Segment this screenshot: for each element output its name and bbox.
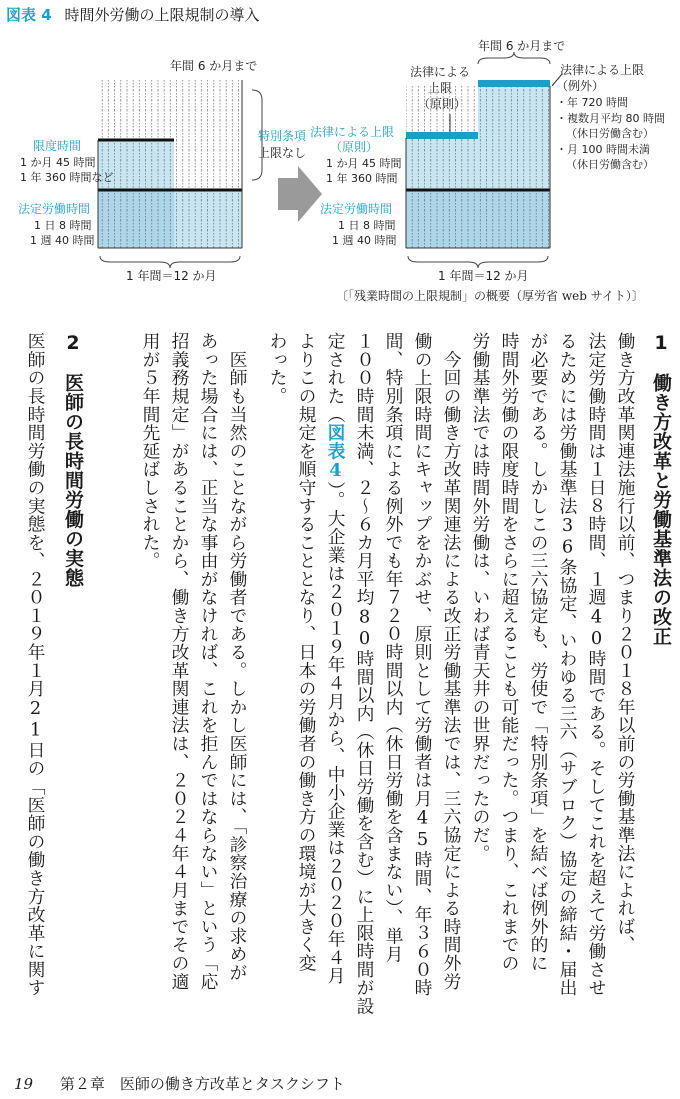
right-exception-cap — [478, 80, 550, 87]
section2-number: 2 — [62, 332, 84, 355]
right-diagram — [310, 38, 665, 283]
text-column: 用が５年間先延ばしされた。 — [140, 332, 161, 570]
page-number: 19 — [14, 1075, 34, 1093]
left-limit-time-label: 限度時間 — [33, 139, 82, 153]
section2-heading: 医師の長時間労働の実態 — [62, 372, 84, 588]
page-footer — [14, 1073, 345, 1094]
text-column: あった場合には、正当な事由がなければ、これを拒んではならない」という「応 — [198, 332, 219, 991]
text-column: 労働基準法では時間外労働は、いわば青天井の世界だったのだ。 — [470, 332, 491, 863]
right-law-upper-l1: 法律による — [410, 65, 471, 79]
section1-heading-col — [648, 332, 674, 1032]
right-law-upper-l2: 上限 — [428, 81, 453, 95]
right-exception-item: ・年 720 時間 — [556, 96, 628, 109]
right-law-upper-l3: （原則） — [418, 97, 467, 111]
text-column: 医師も当然のことながら労働者である。しかし医師には、「診察治療の求めが — [227, 332, 248, 982]
left-legal-l2: 1 週 40 時間 — [30, 234, 95, 247]
right-law-limit-label: 法律による上限 — [310, 125, 395, 139]
left-top-label: 年間 6 か月まで — [170, 59, 258, 73]
left-special-label: 特別条項 — [258, 129, 307, 143]
right-law-limit-sub: （原則） — [330, 140, 379, 154]
transition-arrow-icon — [278, 166, 322, 222]
left-limit-time-l1: 1 か月 45 時間 — [20, 156, 96, 169]
text-column: 働の上限時間にキャップをかぶせ、原則として労働者は月45時間、年３６０時 — [412, 332, 433, 997]
right-exception-title: 法律による上限 — [560, 63, 645, 77]
figure-title-text: 時間外労働の上限規制の導入 — [64, 6, 260, 24]
right-legal-label: 法定労働時間 — [320, 202, 393, 216]
right-law-limit-l2: 1 年 360 時間 — [326, 172, 398, 185]
right-principle-cap — [406, 132, 478, 139]
text-column: 医師の長時間労働の実態を、２０１９年１月21日の「医師の働き方改革に関す — [25, 332, 46, 997]
right-top-label: 年間 6 か月まで — [478, 39, 566, 53]
overtime-diagram — [0, 0, 680, 300]
right-legal-l1: 1 日 8 時間 — [338, 219, 396, 232]
text-column: 今回の働き方改革関連法による改正労働基準法では、三六協定による時間外労 — [441, 332, 462, 991]
text-column: 間、特別条項による例外でも年７２０時間以内（休日労働を含まない）、単月 — [383, 332, 404, 964]
figure-reference-link[interactable]: 図表4 — [325, 423, 346, 482]
section1-heading: 働き方改革と労働基準法の改正 — [650, 372, 672, 646]
left-diagram — [18, 58, 306, 283]
right-legal-l2: 1 週 40 時間 — [332, 234, 397, 247]
section1-number: 1 — [650, 332, 672, 355]
right-axis-label: 1 年間＝12 か月 — [438, 269, 529, 283]
text-column: 働き方改革関連法施行以前、つまり２０１８年以前の労働基準法によれば、 — [615, 332, 636, 954]
right-exception-item: （休日労働含む） — [566, 127, 654, 140]
text-column: るためには労働基準法36条協定、いわゆる三六（サブロク）協定の締結・届出 — [557, 332, 578, 997]
text-column: 時間外労働の限度時間をさらに超えることも可能だった。つまり、これまでの — [499, 332, 520, 973]
text-column: わった。 — [267, 332, 288, 406]
right-law-limit-l1: 1 か月 45 時間 — [326, 157, 402, 170]
left-legal-label: 法定労働時間 — [18, 202, 91, 216]
left-special-value: 上限なし — [258, 146, 307, 160]
text-column: よりこの規定を順守することとなり、日本の労働者の働き方の環境が大きく変 — [296, 332, 317, 973]
figure-caption: 〔「残業時間の上限規制」の概要（厚労省 web サイト）〕 — [336, 289, 644, 303]
right-exception-item: ・月 100 時間未満 — [556, 143, 650, 156]
left-legal-l1: 1 日 8 時間 — [34, 219, 92, 232]
text-column: 招義務規定」があることから、働き方改革関連法は、２０２４年４月までその適 — [169, 332, 190, 991]
text-column: が必要である。しかしこの三六協定も、労使で「特別条項」を結べば例外的に — [528, 332, 549, 973]
chapter-title: 第２章 医師の働き方改革とタスクシフト — [59, 1075, 345, 1093]
section2-heading-col — [60, 332, 86, 1032]
right-exception-item: （休日労働含む） — [566, 158, 654, 171]
right-exception-sub: （例外） — [556, 79, 605, 93]
right-exception-item: ・複数月平均 80 時間 — [556, 112, 665, 125]
figure-label: 図表 4 — [6, 6, 52, 24]
text-column: 法定労働時間は１日８時間、１週40時間である。そしてこれを超えて労働させ — [586, 332, 607, 997]
text-column: 定された（図表4）。大企業は２０１９年４月から、中小企業は２０２０年４月 — [325, 332, 346, 985]
left-limit-time-l2: 1 年 360 時間など — [20, 171, 114, 184]
left-axis-label: 1 年間＝12 か月 — [126, 269, 217, 283]
text-column: １００時間未満、２～６カ月平均80時間以内（休日労働を含む）に上限時間が設 — [354, 332, 375, 1016]
